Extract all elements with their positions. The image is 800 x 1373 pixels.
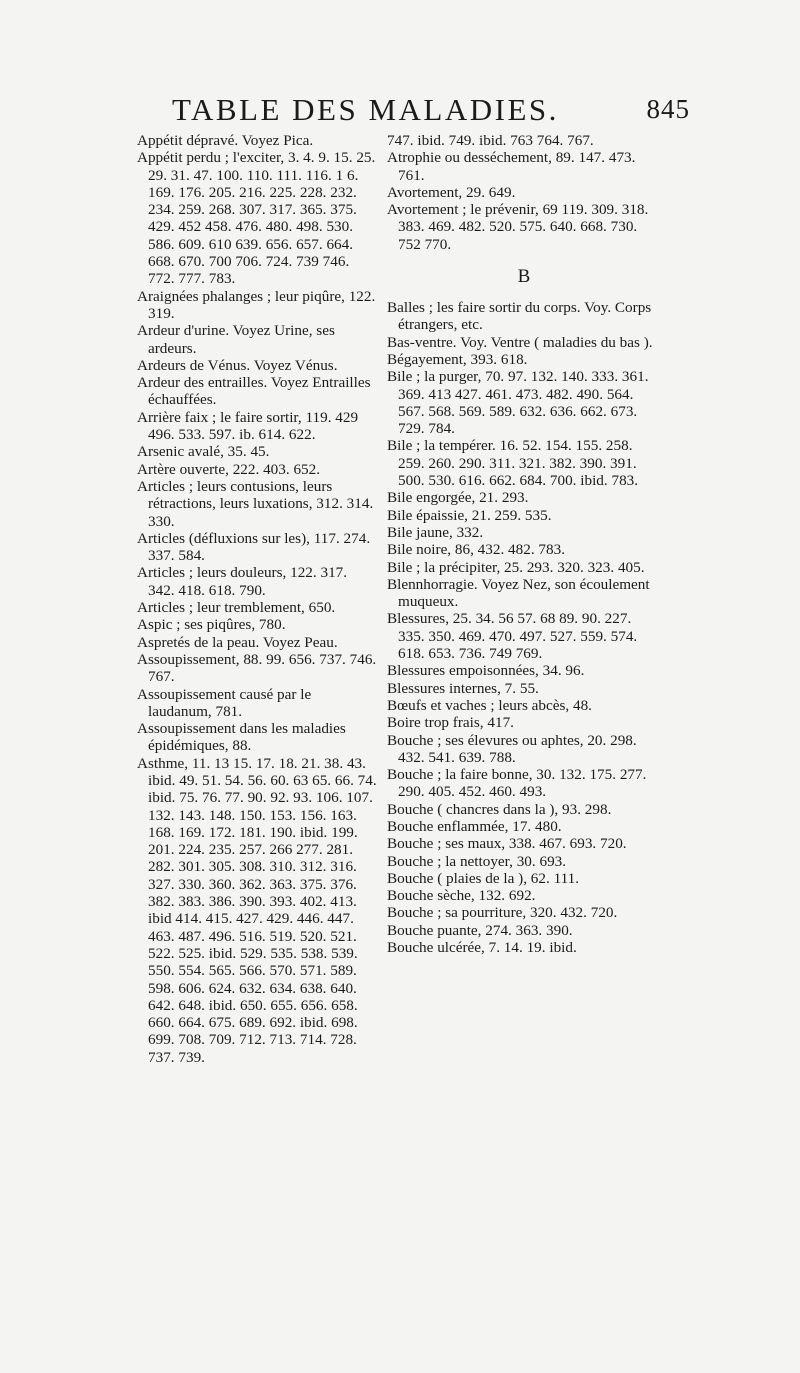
index-entry: Ardeur des entrailles. Voyez Entrailles échauffées.: [137, 374, 371, 409]
index-entry: Bile ; la tempérer. 16. 52. 154. 155. 258. 259. 260. 290. 311. 321. 382. 390. 391. 500. 530. 616. 662. 684. 700. ibid. 783.: [387, 437, 639, 490]
index-entry: Avortement ; le prévenir, 69 119. 309. 318. 383. 469. 482. 520. 575. 640. 668. 730. 752 770.: [387, 201, 649, 253]
index-entry: Bouche ; la faire bonne, 30. 132. 175. 277. 290. 405. 452. 460. 493.: [387, 766, 647, 801]
index-entry: Bouche ; la nettoyer, 30. 693.: [387, 852, 567, 870]
section-letter: B: [517, 266, 531, 288]
page-title: TABLE DES MALADIES.: [172, 92, 559, 127]
index-entry: Atrophie ou desséchement, 89. 147. 473. 761.: [387, 149, 636, 184]
index-entry: Appétit perdu ; l'exciter, 3. 4. 9. 15. 25. 29. 31. 47. 100. 110. 111. 116. 1 6. 169. 176. 205. 216. 225. 228. 232. 234. 259. 268. 307. 317. 365. 375. 429. 452 458. 476. 480. 498. 530. 586. 609. 610 639. 656. 657. 664. 668. 670. 700 706. 724. 739 746. 772. 777. 783.: [137, 149, 376, 288]
index-entry: Bouche ( chancres dans la ), 93. 298.: [387, 800, 612, 818]
left-column: [137, 132, 377, 1066]
index-entry: Bouche puante, 274. 363. 390.: [387, 921, 573, 939]
index-entry: Boire trop frais, 417.: [387, 714, 514, 732]
index-entry: Araignées phalanges ; leur piqûre, 122. 319.: [137, 287, 376, 322]
right-column-top-entries: [387, 132, 661, 253]
right-column-b-entries: [387, 299, 661, 956]
index-entry: Bouche ( plaies de la ), 62. 111.: [387, 869, 580, 887]
index-entry: Artère ouverte, 222. 403. 652.: [137, 460, 321, 478]
page-number: 845: [646, 94, 690, 124]
index-entry: Articles ; leur tremblement, 650.: [137, 599, 336, 617]
index-entry: Arsenic avalé, 35. 45.: [137, 443, 270, 461]
index-entry: Bouche ulcérée, 7. 14. 19. ibid.: [387, 939, 577, 957]
index-entry: Articles (défluxions sur les), 117. 274. 337. 584.: [137, 529, 371, 565]
index-entry: Balles ; les faire sortir du corps. Voy. Corps étrangers, etc.: [387, 299, 652, 334]
index-entry: Bile épaissie, 21. 259. 535.: [387, 506, 552, 524]
index-entry: Bile jaune, 332.: [387, 523, 484, 541]
index-entry: Articles ; leurs contusions, leurs rétractions, leurs luxations, 312. 314. 330.: [137, 477, 374, 530]
page-header: [130, 92, 690, 132]
index-entry: Assoupissement, 88. 99. 656. 737. 746. 767.: [137, 650, 377, 686]
index-entry: Ardeurs de Vénus. Voyez Vénus.: [137, 356, 338, 374]
index-entry: Blessures, 25. 34. 56 57. 68 89. 90. 227. 335. 350. 469. 470. 497. 527. 559. 574. 618. 653. 736. 749 769.: [387, 610, 638, 663]
index-entry: Blennhorragie. Voyez Nez, son écoulement muqueux.: [387, 575, 650, 611]
right-column: [387, 132, 661, 956]
index-entry: Bouche ; ses maux, 338. 467. 693. 720.: [387, 835, 627, 853]
index-entry: Bouche sèche, 132. 692.: [387, 887, 536, 905]
index-entry: Bouche ; ses élevures ou aphtes, 20. 298. 432. 541. 639. 788.: [387, 731, 637, 766]
index-entry: Blessures empoisonnées, 34. 96.: [387, 662, 585, 680]
index-entry: 747. ibid. 749. ibid. 763 764. 767.: [387, 132, 594, 149]
index-entry: Bile ; la purger, 70. 97. 132. 140. 333. 361. 369. 413 427. 461. 473. 482. 490. 564. 567. 568. 569. 589. 632. 636. 662. 673. 729. 784.: [387, 368, 649, 438]
index-entry: Asthme, 11. 13 15. 17. 18. 21. 38. 43. ibid. 49. 51. 54. 56. 60. 63 65. 66. 74. ibid. 75. 76. 77. 90. 92. 93. 106. 107. 132. 143. 148. 150. 153. 156. 163. 168. 169. 172. 181. 190. ibid. 199. 201. 224. 235. 257. 266 277. 281. 282. 301. 305. 308. 310. 312. 316. 327. 330. 360. 362. 363. 375. 376. 382. 383. 386. 390. 393. 402. 413. ibid 414. 415. 427. 429. 446. 447. 463. 487. 496. 516. 519. 520. 521. 522. 525. ibid. 529. 535. 538. 539. 550. 554. 565. 566. 570. 571. 589. 598. 606. 624. 632. 634. 638. 640. 642. 648. ibid. 650. 655. 656. 658. 660. 664. 675. 689. 692. ibid. 698. 699. 708. 709. 712. 713. 714. 728. 737. 739.: [137, 754, 377, 1066]
index-entry: Articles ; leurs douleurs, 122. 317. 342. 418. 618. 790.: [137, 564, 348, 599]
index-entry: Blessures internes, 7. 55.: [387, 679, 539, 697]
index-entry: Appétit dépravé. Voyez Pica.: [137, 132, 314, 149]
index-entry: Aspic ; ses piqûres, 780.: [137, 616, 286, 634]
index-entry: Bile ; la précipiter, 25. 293. 320. 323. 405.: [387, 558, 645, 576]
index-entry: Assoupissement causé par le laudanum, 781.: [137, 685, 312, 720]
index-entry: Bœufs et vaches ; leurs abcès, 48.: [387, 696, 592, 714]
index-entry: Aspretés de la peau. Voyez Peau.: [137, 633, 338, 651]
index-entry: Ardeur d'urine. Voyez Urine, ses ardeurs.: [137, 322, 335, 357]
index-entry: Assoupissement dans les maladies épidémiques, 88.: [137, 720, 346, 755]
index-entry: Bile noire, 86, 432. 482. 783.: [387, 541, 566, 559]
index-entry: Avortement, 29. 649.: [387, 183, 516, 201]
index-entry: Bas-ventre. Voy. Ventre ( maladies du bas ).: [387, 333, 653, 351]
index-entry: Arrière faix ; le faire sortir, 119. 429 496. 533. 597. ib. 614. 622.: [137, 408, 359, 444]
index-entry: Bouche ; sa pourriture, 320. 432. 720.: [387, 904, 618, 922]
index-entry: Bégayement, 393. 618.: [387, 350, 528, 368]
index-entry: Bouche enflammée, 17. 480.: [387, 817, 562, 835]
index-entry: Bile engorgée, 21. 293.: [387, 489, 529, 507]
